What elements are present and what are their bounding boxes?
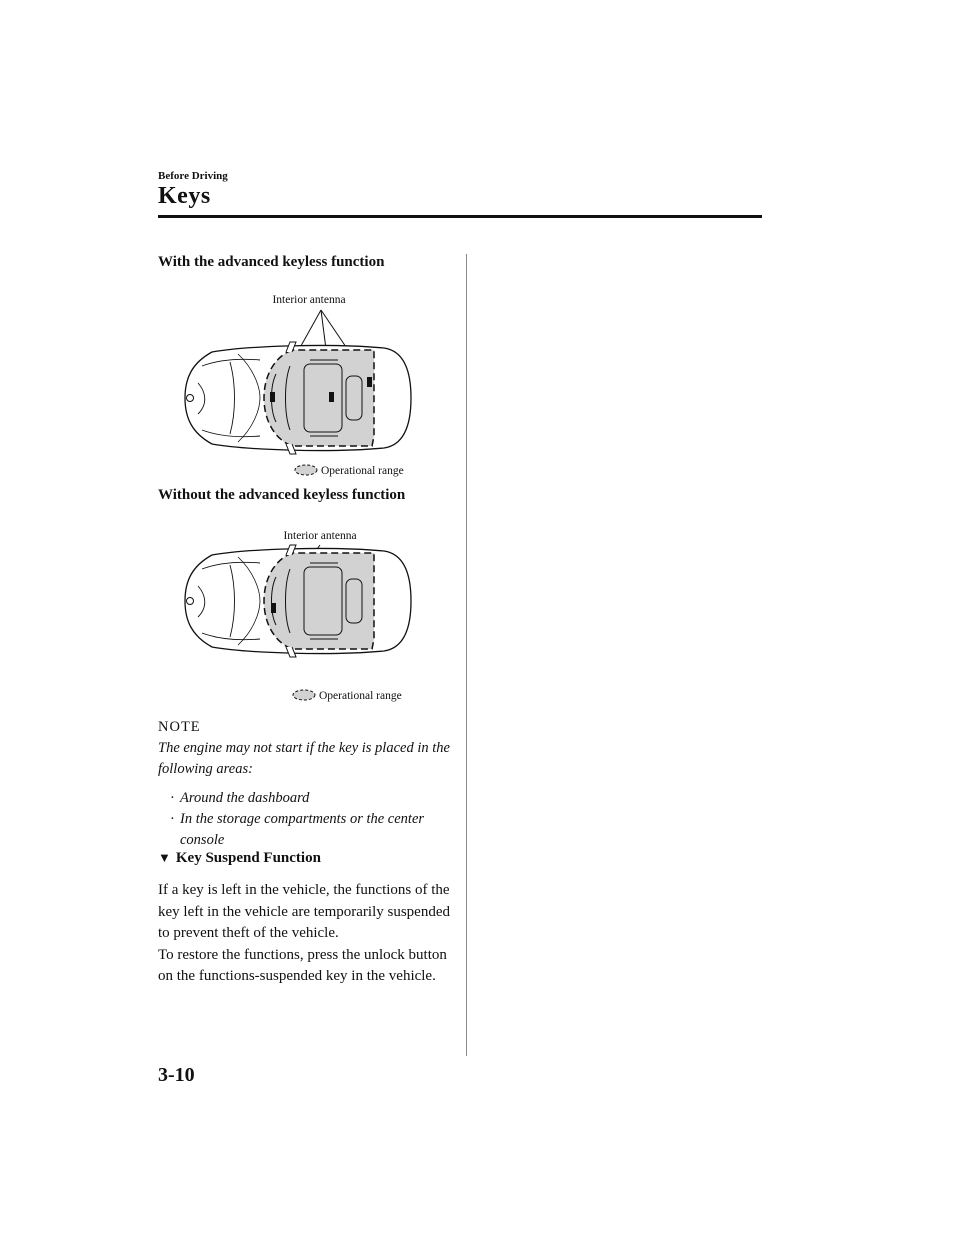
key-suspend-heading: ▼ Key Suspend Function [158,850,321,866]
key-suspend-body [158,880,463,988]
heading-without-keyless: Without the advanced keyless function [158,487,406,503]
title-rule [158,215,762,218]
operational-range-legend-swatch [293,690,315,700]
note-text: The engine may not start if the key is placed in the following areas: [158,740,450,777]
note-block [158,717,458,851]
triangle-down-icon: ▼ [158,850,171,865]
bullet-dot-icon: · [170,790,175,806]
paragraph: To restore the functions, press the unlock button on the functions-suspended key in the vehicle. [158,946,447,984]
page-number: 3-10 [158,1064,195,1086]
antenna-marker [271,603,276,613]
range-label: Operational range [321,465,404,477]
car-diagram-without-keyless [178,525,438,710]
car-diagram-with-keyless [178,288,438,488]
list-item: · Around the dashboard [158,788,458,809]
column-divider [466,254,467,1056]
antenna-label: Interior antenna [283,530,357,542]
operational-range-legend-swatch [295,465,317,475]
paragraph: If a key is left in the vehicle, the functions of the key left in the vehicle are temporarily suspended to prevent theft of the vehicle. [158,882,450,941]
note-heading: NOTE [158,719,201,735]
range-label: Operational range [319,690,402,702]
heading-with-keyless: With the advanced keyless function [158,254,385,270]
note-bullet-list [158,788,458,851]
section-label: Before Driving [158,170,228,182]
page-title: Keys [158,183,211,209]
bullet-dot-icon: · [170,811,175,827]
list-item: · In the storage compartments or the center console [170,811,425,848]
antenna-label: Interior antenna [272,294,346,306]
